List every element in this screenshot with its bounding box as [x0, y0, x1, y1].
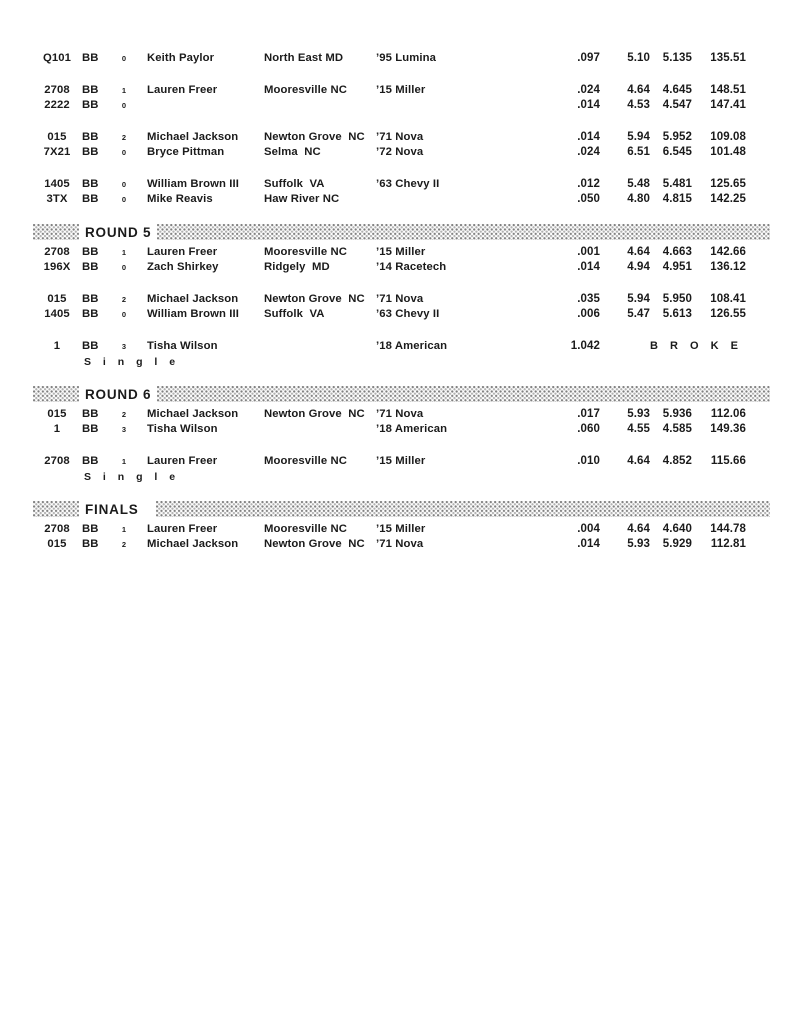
driver-name-cell: Lauren Freer: [147, 83, 218, 96]
class-cell: BB: [82, 193, 99, 206]
result-row: [0, 192, 791, 208]
class-cell: BB: [82, 538, 99, 551]
speed-cell: 136.12: [710, 261, 746, 273]
elapsed-time-cell: 4.815: [662, 193, 692, 205]
result-row: [0, 245, 791, 261]
car-number-cell: 2708: [44, 522, 70, 535]
seed-cell: 2: [121, 294, 127, 304]
broke-note-cell: B R O K E: [650, 339, 743, 352]
dial-in-cell: 5.94: [627, 292, 650, 305]
car-number-cell: 1405: [44, 177, 70, 190]
result-row: [0, 537, 791, 553]
car-number-cell: 196X: [43, 261, 71, 274]
car-number-cell: 1: [53, 339, 61, 352]
vehicle-cell: ’15 Miller: [376, 454, 426, 467]
hometown-cell: Newton Grove NC: [264, 292, 365, 305]
seed-cell: 0: [121, 195, 127, 204]
hometown-cell: Newton Grove NC: [264, 130, 365, 143]
seed-cell: 2: [121, 540, 127, 549]
result-row: [0, 422, 791, 438]
class-cell: BB: [82, 339, 99, 352]
pairing-group: [0, 245, 791, 276]
reaction-time-cell: .014: [577, 99, 600, 111]
halftone-pattern: [33, 386, 79, 402]
driver-name-cell: Tisha Wilson: [147, 339, 218, 352]
vehicle-cell: ’63 Chevy II: [376, 308, 440, 321]
vehicle-cell: ’72 Nova: [376, 146, 424, 159]
reaction-time-cell: .004: [577, 522, 600, 535]
speed-cell: 147.41: [710, 99, 746, 111]
seed-cell: 0: [121, 179, 127, 189]
dial-in-cell: 4.55: [627, 423, 650, 435]
speed-cell: 112.81: [710, 538, 746, 550]
halftone-pattern: [33, 501, 79, 517]
seed-cell: 0: [121, 101, 127, 110]
car-number-cell: 3TX: [46, 193, 68, 206]
elapsed-time-cell: 4.663: [662, 245, 692, 258]
car-number-cell: Q101: [42, 52, 72, 65]
class-cell: BB: [82, 130, 99, 143]
dial-in-cell: 5.48: [627, 177, 650, 190]
reaction-time-cell: .035: [577, 292, 600, 305]
single-run-row: [0, 469, 791, 485]
car-number-cell: 015: [47, 292, 67, 305]
hometown-cell: Selma NC: [264, 146, 321, 159]
hometown-cell: Mooresville NC: [264, 522, 348, 535]
dial-in-cell: 5.47: [627, 308, 650, 320]
driver-name-cell: Lauren Freer: [147, 522, 218, 535]
car-number-cell: 015: [47, 538, 67, 551]
vehicle-cell: ’15 Miller: [376, 83, 426, 96]
elapsed-time-cell: 4.640: [662, 522, 692, 535]
speed-cell: 115.66: [710, 454, 746, 467]
vehicle-cell: ’95 Lumina: [376, 52, 437, 65]
seed-cell: 0: [121, 54, 127, 63]
dial-in-cell: 5.93: [627, 407, 650, 420]
single-run-row: [0, 354, 791, 370]
single-run-label: S i n g l e: [84, 355, 180, 368]
hometown-cell: Ridgely MD: [264, 261, 330, 274]
seed-cell: 1: [121, 247, 127, 257]
hometown-cell: Suffolk VA: [264, 308, 325, 321]
hometown-cell: Mooresville NC: [264, 245, 348, 258]
result-row: [0, 177, 791, 193]
reaction-time-cell: .010: [577, 454, 600, 467]
speed-cell: 125.65: [710, 177, 746, 190]
seed-cell: 3: [121, 425, 127, 434]
reaction-time-cell: .014: [577, 538, 600, 550]
result-row: [0, 339, 791, 355]
class-cell: BB: [82, 99, 99, 112]
reaction-time-cell: .050: [577, 193, 600, 205]
seed-cell: 1: [121, 85, 127, 95]
elapsed-time-cell: 6.545: [662, 146, 692, 158]
result-row: [0, 260, 791, 276]
vehicle-cell: ’15 Miller: [376, 245, 426, 258]
car-number-cell: 7X21: [43, 146, 71, 159]
speed-cell: 144.78: [710, 522, 746, 535]
driver-name-cell: Lauren Freer: [147, 454, 218, 467]
result-row: [0, 292, 791, 308]
seed-cell: 1: [121, 524, 127, 534]
class-cell: BB: [82, 146, 99, 159]
pairing-group: [0, 130, 791, 161]
dial-in-cell: 4.53: [627, 99, 650, 111]
elapsed-time-cell: 4.852: [662, 454, 692, 467]
elapsed-time-cell: 4.585: [662, 423, 692, 435]
class-cell: BB: [82, 177, 99, 190]
result-row: [0, 130, 791, 146]
reaction-time-cell: .006: [577, 308, 600, 320]
car-number-cell: 1: [53, 423, 61, 436]
hometown-cell: Newton Grove NC: [264, 407, 365, 420]
halftone-pattern: [156, 501, 770, 517]
reaction-time-cell: .012: [577, 177, 600, 190]
driver-name-cell: Michael Jackson: [147, 407, 239, 420]
vehicle-cell: ’15 Miller: [376, 522, 426, 535]
section-header-band: [33, 386, 770, 403]
class-cell: BB: [82, 308, 99, 321]
dial-in-cell: 4.94: [627, 261, 650, 273]
car-number-cell: 2708: [44, 454, 70, 467]
dial-in-cell: 4.64: [627, 83, 650, 96]
car-number-cell: 2222: [44, 99, 70, 112]
vehicle-cell: ’71 Nova: [376, 538, 424, 551]
class-cell: BB: [82, 522, 99, 535]
elapsed-time-cell: 5.613: [662, 308, 692, 320]
driver-name-cell: Bryce Pittman: [147, 146, 225, 159]
result-row: [0, 407, 791, 423]
driver-name-cell: William Brown III: [147, 177, 239, 190]
speed-cell: 148.51: [710, 83, 746, 96]
reaction-time-cell: .024: [577, 83, 600, 96]
elapsed-time-cell: 4.951: [662, 261, 692, 273]
dial-in-cell: 6.51: [627, 146, 650, 158]
speed-cell: 108.41: [710, 292, 746, 305]
result-row: [0, 145, 791, 161]
driver-name-cell: William Brown III: [147, 308, 239, 321]
seed-cell: 0: [121, 310, 127, 319]
car-number-cell: 1405: [44, 308, 70, 321]
vehicle-cell: ’71 Nova: [376, 407, 424, 420]
hometown-cell: Suffolk VA: [264, 177, 325, 190]
vehicle-cell: ’14 Racetech: [376, 261, 447, 274]
section-title: ROUND 5: [85, 224, 152, 240]
result-row: [0, 522, 791, 538]
pairing-group: [0, 83, 791, 114]
section-header-band: [33, 501, 770, 518]
driver-name-cell: Lauren Freer: [147, 245, 218, 258]
hometown-cell: Newton Grove NC: [264, 538, 365, 551]
pairing-group: [0, 454, 791, 485]
speed-cell: 149.36: [710, 423, 746, 435]
car-number-cell: 015: [47, 130, 67, 143]
pairing-group: [0, 522, 791, 553]
dial-in-cell: 4.64: [627, 245, 650, 258]
halftone-pattern: [157, 386, 770, 402]
halftone-pattern: [33, 224, 79, 240]
reaction-time-cell: 1.042: [570, 339, 600, 352]
result-row: [0, 454, 791, 470]
seed-cell: 1: [121, 456, 127, 466]
car-number-cell: 015: [47, 407, 67, 420]
dial-in-cell: 4.64: [627, 522, 650, 535]
dial-in-cell: 4.64: [627, 454, 650, 467]
hometown-cell: Mooresville NC: [264, 83, 348, 96]
pairing-group: [0, 177, 791, 208]
hometown-cell: Mooresville NC: [264, 454, 348, 467]
result-row: [0, 307, 791, 323]
speed-cell: 101.48: [710, 146, 746, 158]
seed-cell: 2: [121, 409, 127, 419]
result-row: [0, 83, 791, 99]
pairing-group: [0, 339, 791, 370]
vehicle-cell: ’71 Nova: [376, 292, 424, 305]
section-title: ROUND 6: [85, 386, 152, 402]
class-cell: BB: [82, 245, 99, 258]
single-run-label: S i n g l e: [84, 470, 180, 483]
class-cell: BB: [82, 261, 99, 274]
section-header-band: [33, 224, 770, 241]
car-number-cell: 2708: [44, 245, 70, 258]
reaction-time-cell: .014: [577, 261, 600, 273]
reaction-time-cell: .024: [577, 146, 600, 158]
speed-cell: 135.51: [710, 52, 746, 64]
hometown-cell: North East MD: [264, 52, 344, 65]
speed-cell: 142.66: [710, 245, 746, 258]
reaction-time-cell: .097: [577, 52, 600, 64]
class-cell: BB: [82, 454, 99, 467]
driver-name-cell: Tisha Wilson: [147, 423, 218, 436]
vehicle-cell: ’63 Chevy II: [376, 177, 440, 190]
elapsed-time-cell: 5.929: [662, 538, 692, 550]
reaction-time-cell: .017: [577, 407, 600, 420]
dial-in-cell: 5.93: [627, 538, 650, 550]
driver-name-cell: Michael Jackson: [147, 538, 239, 551]
class-cell: BB: [82, 292, 99, 305]
pairing-group: [0, 292, 791, 323]
elapsed-time-cell: 5.936: [662, 407, 692, 420]
vehicle-cell: ’18 American: [376, 339, 448, 352]
speed-cell: 142.25: [710, 193, 746, 205]
result-row: [0, 51, 791, 67]
reaction-time-cell: .001: [577, 245, 600, 258]
seed-cell: 0: [121, 263, 127, 272]
reaction-time-cell: .014: [577, 130, 600, 143]
pairing-group: [0, 407, 791, 438]
driver-name-cell: Michael Jackson: [147, 130, 239, 143]
vehicle-cell: ’18 American: [376, 423, 448, 436]
elapsed-time-cell: 4.645: [662, 83, 692, 96]
driver-name-cell: Mike Reavis: [147, 193, 213, 206]
elapsed-time-cell: 5.135: [662, 52, 692, 64]
elapsed-time-cell: 5.952: [662, 130, 692, 143]
class-cell: BB: [82, 423, 99, 436]
dial-in-cell: 4.80: [627, 193, 650, 205]
seed-cell: 0: [121, 148, 127, 157]
section-title: FINALS: [85, 501, 139, 517]
hometown-cell: Haw River NC: [264, 193, 340, 206]
vehicle-cell: ’71 Nova: [376, 130, 424, 143]
halftone-pattern: [157, 224, 770, 240]
elapsed-time-cell: 4.547: [662, 99, 692, 111]
driver-name-cell: Michael Jackson: [147, 292, 239, 305]
reaction-time-cell: .060: [577, 423, 600, 435]
driver-name-cell: Keith Paylor: [147, 52, 215, 65]
elapsed-time-cell: 5.950: [662, 292, 692, 305]
result-row: [0, 98, 791, 114]
elapsed-time-cell: 5.481: [662, 177, 692, 190]
car-number-cell: 2708: [44, 83, 70, 96]
speed-cell: 112.06: [710, 407, 746, 420]
seed-cell: 2: [121, 132, 127, 142]
dial-in-cell: 5.10: [627, 52, 650, 64]
class-cell: BB: [82, 52, 99, 65]
class-cell: BB: [82, 83, 99, 96]
speed-cell: 126.55: [710, 308, 746, 320]
driver-name-cell: Zach Shirkey: [147, 261, 219, 274]
speed-cell: 109.08: [710, 130, 746, 143]
seed-cell: 3: [121, 341, 127, 351]
class-cell: BB: [82, 407, 99, 420]
pairing-group: [0, 51, 791, 67]
dial-in-cell: 5.94: [627, 130, 650, 143]
